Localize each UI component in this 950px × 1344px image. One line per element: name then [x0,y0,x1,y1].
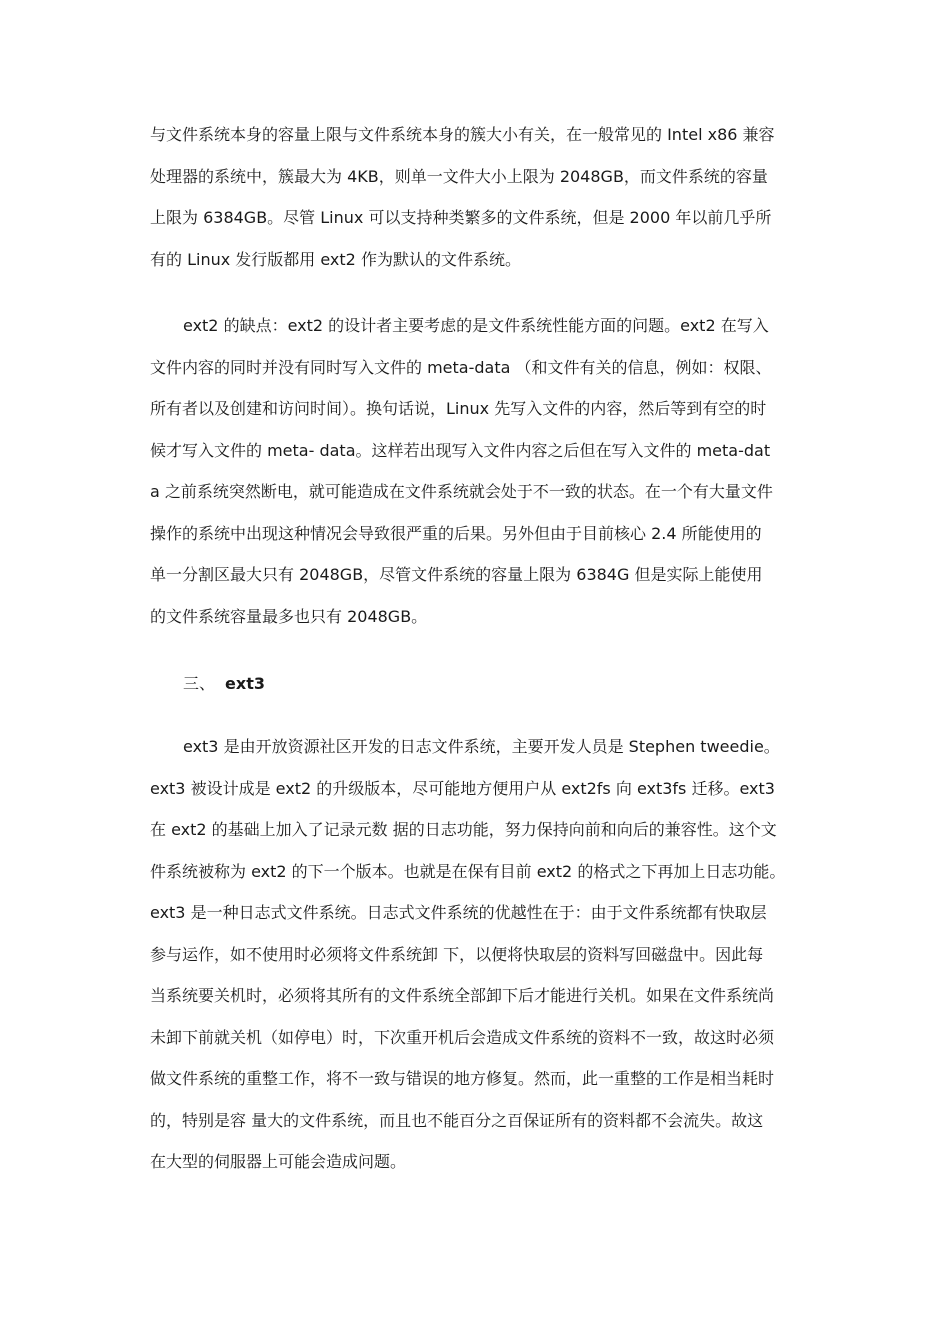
text-line: 未卸下前就关机（如停电）时，下次重开机后会造成文件系统的资料不一致，故这时必须 [150,1027,775,1047]
text-line: 处理器的系统中，簇最大为 4KB，则单一文件大小上限为 2048GB，而文件系统的容量 [150,166,768,186]
text-line: ext3 是由开放资源社区开发的日志文件系统，主要开发人员是 Stephen tweedie。 [183,737,780,756]
text-line: 在大型的伺服器上可能会造成问题。 [150,1152,407,1171]
paragraph-3 [150,726,806,1183]
text-line: ext2 的缺点：ext2 的设计者主要考虑的是文件系统性能方面的问题。ext2 在写入 [183,316,769,335]
text-line: 操作的系统中出现这种情况会导致很严重的后果。另外但由于目前核心 2.4 所能使用的 [150,523,762,543]
text-line: a 之前系统突然断电，就可能造成在文件系统就会处于不一致的状态。在一个有大量文件 [150,482,773,501]
section-title: ext3 [225,674,265,693]
paragraph-1 [150,114,806,280]
text-line: 参与运作，如不使用时必须将文件系统卸 下，以便将快取层的资料写回磁盘中。因此每 [150,944,764,964]
text-line: ext3 被设计成是 ext2 的升级版本，尽可能地方便用户从 ext2fs 向 ext3fs 迁移。ext3 [150,778,775,798]
text-line: 上限为 6384GB。尽管 Linux 可以支持种类繁多的文件系统，但是 2000 年以前几乎所 [150,208,772,227]
text-line: 当系统要关机时，必须将其所有的文件系统全部卸下后才能进行关机。如果在文件系统尚 [150,986,775,1005]
text-line: 件系统被称为 ext2 的下一个版本。也就是在保有目前 ext2 的格式之下再加上日志功能。 [150,861,786,881]
text-line: 有的 Linux 发行版都用 ext2 作为默认的文件系统。 [150,249,521,269]
text-line: 候才写入文件的 meta- data。这样若出现写入文件内容之后但在写入文件的 meta-dat [150,440,771,460]
text-line: ext3 是一种日志式文件系统。日志式文件系统的优越性在于：由于文件系统都有快取层 [150,903,767,922]
text-line: 文件内容的同时并没有同时写入文件的 meta-data （和文件有关的信息，例如：权限、 [150,357,772,377]
text-line: 的文件系统容量最多也只有 2048GB。 [150,606,428,626]
paragraph-2 [150,305,806,637]
text-line: 在 ext2 的基础上加入了记录元数 据的日志功能，努力保持向前和向后的兼容性。这个文 [150,820,777,839]
section-number: 三、 [183,674,216,693]
text-line: 所有者以及创建和访问时间）。换句话说，Linux 先写入文件的内容，然后等到有空的时 [150,399,767,418]
text-line: 与文件系统本身的容量上限与文件系统本身的簇大小有关，在一般常见的 Intel x86 兼容 [150,125,775,144]
text-line: 单一分割区最大只有 2048GB，尽管文件系统的容量上限为 6384G 但是实际上能使用 [150,565,763,584]
text-line: 的，特别是容 量大的文件系统，而且也不能百分之百保证所有的资料都不会流失。故这 [150,1110,764,1130]
section-heading [183,664,265,704]
text-line: 做文件系统的重整工作，将不一致与错误的地方修复。然而，此一重整的工作是相当耗时 [150,1069,775,1088]
